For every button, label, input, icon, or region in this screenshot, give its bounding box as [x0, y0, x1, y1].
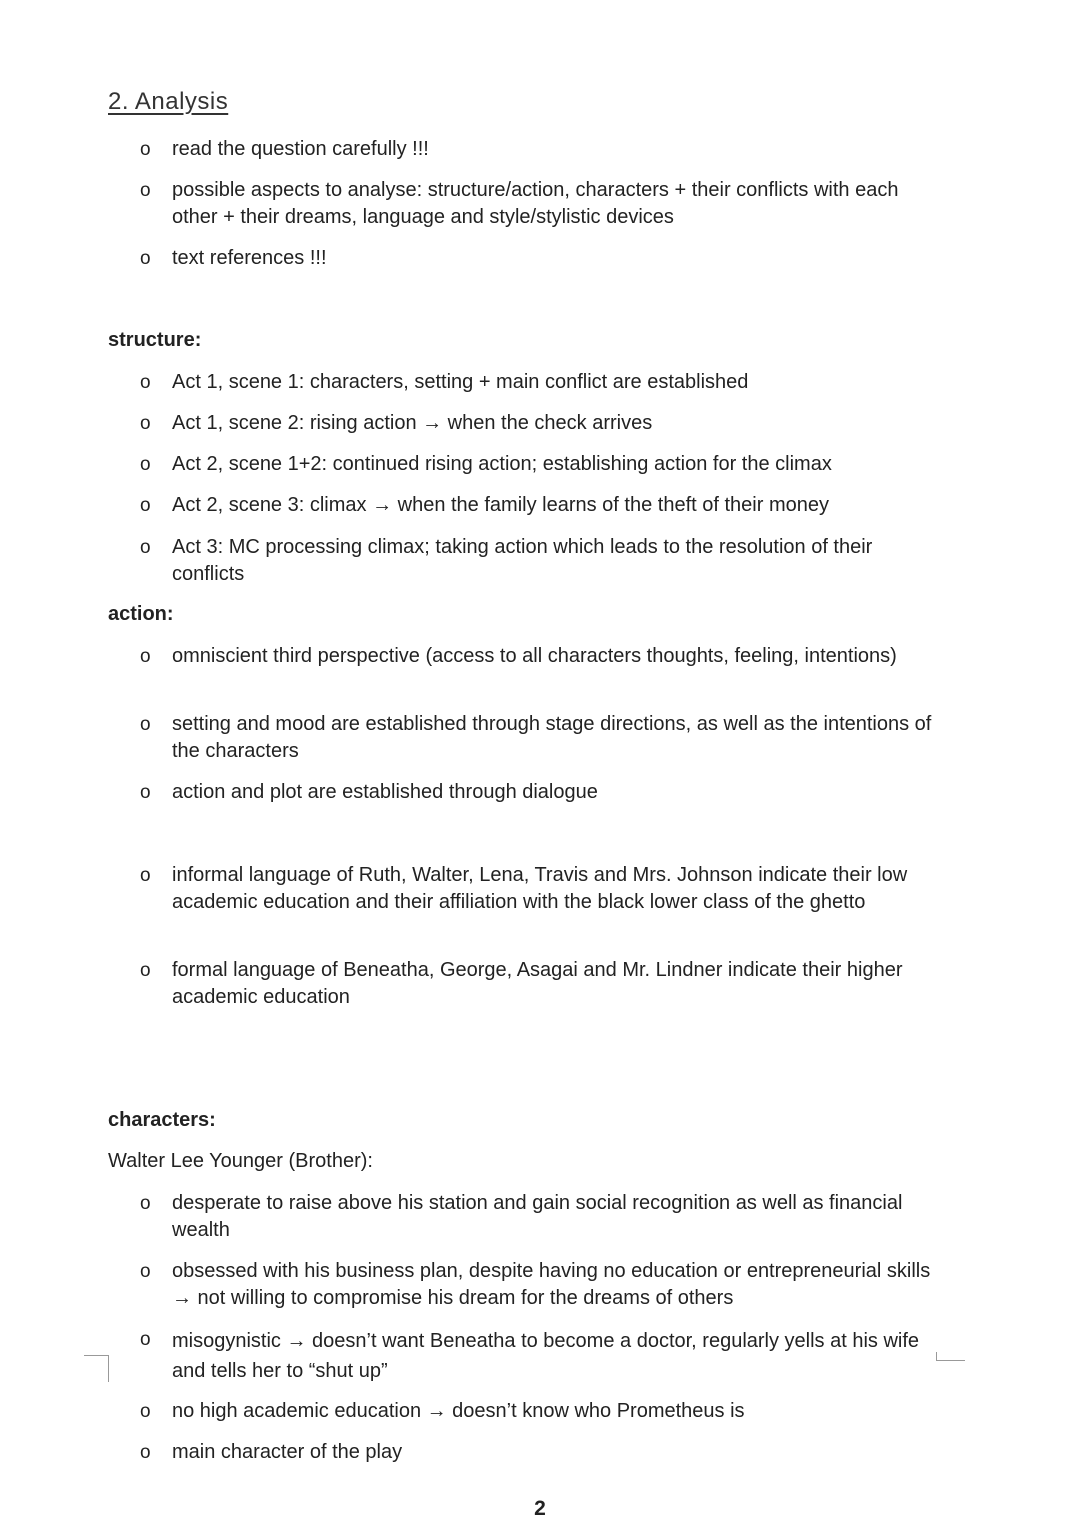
list-item-text: text references !!!	[172, 247, 327, 269]
list-item-text: Act 1, scene 1: characters, setting + main conflict are established	[172, 371, 749, 393]
bullet-mark: o	[140, 782, 151, 803]
list-item-text: action and plot are established through dialogue	[172, 781, 598, 803]
list-item	[140, 957, 940, 1011]
bullet-mark: o	[140, 372, 151, 393]
bullet-mark: o	[140, 960, 151, 981]
list-item	[140, 245, 940, 272]
bullet-mark: o	[140, 1261, 151, 1282]
list-item-text: Act 3: MC processing climax; taking action which leads to the resolution of their conflicts	[172, 536, 873, 585]
bullet-mark: o	[140, 139, 151, 160]
list-item-text: desperate to raise above his station and gain social recognition as well as financial wealth	[172, 1192, 903, 1241]
list-item-text: possible aspects to analyse: structure/action, characters + their conflicts with each other + their dreams, language and style/stylistic devices	[172, 179, 899, 228]
bullet-mark: o	[140, 454, 151, 475]
page-crop-mark-right	[936, 1352, 965, 1361]
characters-label: characters:	[108, 1109, 216, 1131]
list-item-text: setting and mood are established through stage directions, as well as the intentions of the characters	[172, 713, 932, 762]
list-item-text: Act 2, scene 1+2: continued rising action; establishing action for the climax	[172, 453, 832, 475]
bullet-mark: o	[140, 1442, 151, 1463]
list-item-text: read the question carefully !!!	[172, 138, 429, 160]
list-item	[140, 862, 940, 916]
bullet-mark: o	[140, 413, 151, 434]
list-item	[140, 1190, 940, 1244]
list-item-text: Act 1, scene 2: rising action → when the check arrives	[172, 412, 653, 434]
list-item-text: formal language of Beneatha, George, Asagai and Mr. Lindner indicate their higher academic education	[172, 959, 903, 1008]
list-item-text: Act 2, scene 3: climax → when the family learns of the theft of their money	[172, 494, 829, 516]
bullet-mark: o	[140, 537, 151, 558]
list-item	[140, 711, 940, 765]
bullet-mark: o	[140, 714, 151, 735]
bullet-mark: o	[140, 1329, 151, 1350]
list-item	[140, 779, 940, 806]
list-item	[140, 643, 940, 670]
list-item	[140, 177, 940, 231]
bullet-mark: o	[140, 248, 151, 269]
list-item	[140, 136, 940, 163]
bullet-mark: o	[140, 865, 151, 886]
bullet-mark: o	[140, 646, 151, 667]
list-item	[140, 1439, 940, 1466]
structure-label: structure:	[108, 329, 202, 351]
list-item	[140, 369, 940, 396]
list-item-text: main character of the play	[172, 1441, 403, 1463]
list-item-text: no high academic education → doesn’t know who Prometheus is	[172, 1400, 745, 1422]
list-item	[140, 1398, 940, 1425]
list-item	[140, 534, 940, 588]
list-item-text: obsessed with his business plan, despite having no education or entrepreneurial skills → not willing to compromise his dream for the dreams of others	[172, 1260, 931, 1309]
list-item	[140, 492, 940, 519]
list-item-text: informal language of Ruth, Walter, Lena, Travis and Mrs. Johnson indicate their low academic education and their affiliation with the black lower class of the ghetto	[172, 864, 908, 913]
bullet-mark: o	[140, 180, 151, 201]
list-item	[140, 1326, 940, 1386]
list-item-text: omniscient third perspective (access to all characters thoughts, feeling, intentions)	[172, 645, 897, 667]
bullet-mark: o	[140, 1193, 151, 1214]
list-item	[140, 451, 940, 478]
page-number: 2	[534, 1497, 546, 1520]
walter-label: Walter Lee Younger (Brother):	[108, 1150, 373, 1172]
list-item-text: misogynistic → doesn’t want Beneatha to become a doctor, regularly yells at his wife and tells her to “shut up”	[172, 1330, 920, 1382]
action-label: action:	[108, 603, 174, 625]
bullet-mark: o	[140, 1401, 151, 1422]
list-item	[140, 1258, 940, 1312]
list-item	[140, 410, 940, 437]
bullet-mark: o	[140, 495, 151, 516]
page-crop-mark-left	[84, 1355, 109, 1382]
section-heading-analysis: 2. Analysis	[108, 88, 229, 115]
